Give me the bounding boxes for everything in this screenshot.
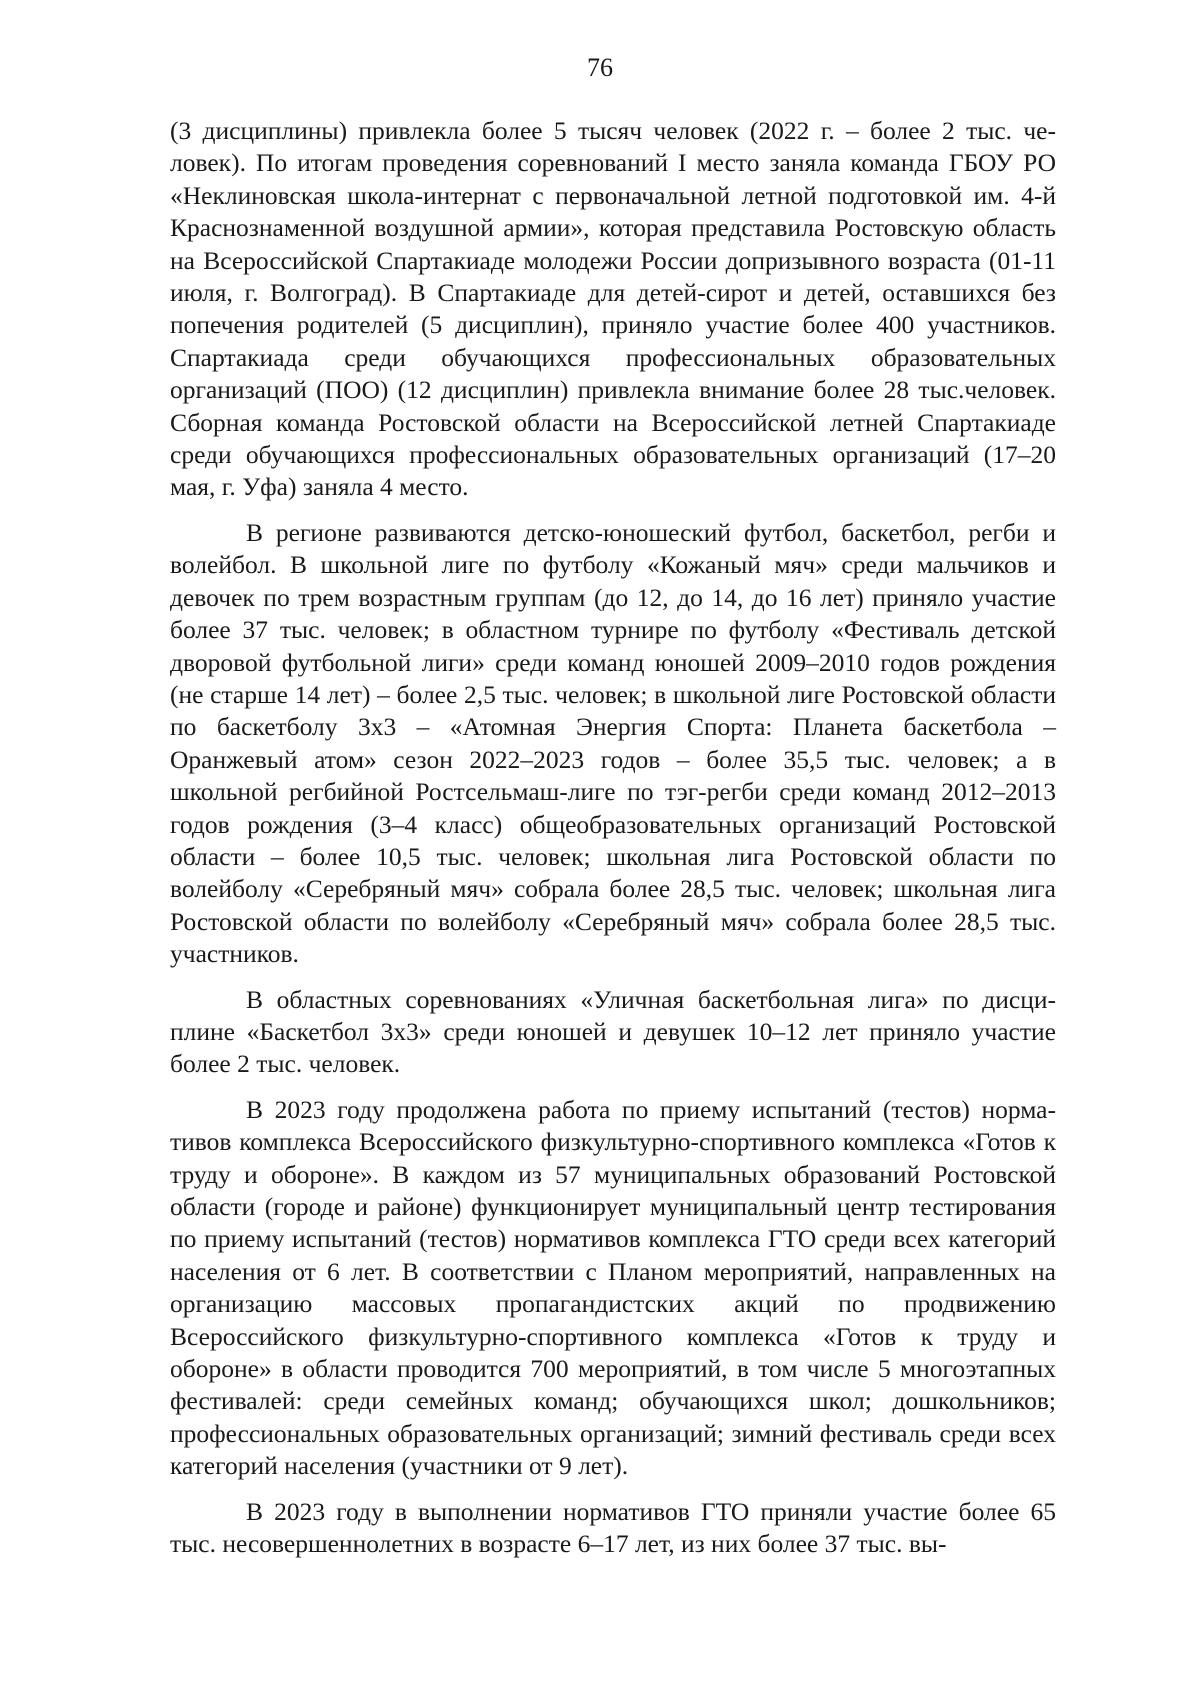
paragraph-2: В регионе развиваются детско-юношеский футбол, баскетбол, регби и волейбол. В школьной лиге по футболу «Кожаный мяч» среди мальчиков и девочек по трем возрастным группам (до 12, до 14, до 16 лет) приняло участие более 37 тыс. человек; в областном турнире по футболу «Фестиваль детской дворовой футбольной лиги» среди команд юношей 2009–2010 годов рождения (не старше 14 лет) – более 2,5 тыс. человек; в школьной лиге Ростовской области по баскетболу 3х3 – «Атомная Энергия Спорта: Планета баскетбола – Оранжевый атом» сезон 2022–2023 годов – более 35,5 тыс. человек; а в школьной регбийной Ростсельмаш-лиге по тэг-регби среди команд 2012–2013 годов рождения (3–4 класс) общеобразовательных организаций Ростовской области – более 10,5 тыс. человек; школьная лига Ростовской области по волейболу «Серебряный мяч» собрала более 28,5 тыс. человек; школьная лига Ростовской области по волейболу «Серебряный мяч» собрала более 28,5 тыс. участников. bbox=[170, 517, 1056, 969]
paragraph-1: (3 дисциплины) привлекла более 5 тысяч человек (2022 г. – более 2 тыс. человек). По итогам проведения соревнований I место заняла команда ГБОУ РО «Неклиновская школа-интернат с первоначальной летной подготовкой им. 4-й Краснознаменной воздушной армии», которая представила Ростовскую область на Всероссийской Спартакиаде молодежи России допризывного возраста (01-11 июля, г. Волгоград). В Спартакиаде для детей-сирот и детей, оставшихся без попечения родителей (5 дисциплин), приняло участие более 400 участников. Спартакиада среди обучающихся профессиональных образовательных организаций (ПОО) (12 дисциплин) привлекла внимание более 28 тыс.человек. Сборная команда Ростовской области на Всероссийской летней Спартакиаде среди обучающихся профессиональных образовательных организаций (17–20 мая, г. Уфа) заняла 4 место. bbox=[170, 116, 1056, 502]
document-body bbox=[170, 115, 1056, 1573]
paragraph-4: В 2023 году продолжена работа по приему испытаний (тестов) нормативов комплекса Всероссийского физкультурно-спортивного комплекса «Готов к труду и обороне». В каждом из 57 муниципальных образований Ростовской области (городе и районе) функционирует муниципальный центр тестирования по приему испытаний (тестов) нормативов комплекса ГТО среди всех категорий населения от 6 лет. В соответствии с Планом мероприятий, направленных на организацию массовых пропагандистских акций по продвижению Всероссийского физкультурно-спортивного комплекса «Готов к труду и обороне» в области проводится 700 мероприятий, в том числе 5 многоэтапных фестивалей: среди семейных команд; обучающихся школ; дошкольников; профессиональных образовательных организаций; зимний фестиваль среди всех категорий населения (участники от 9 лет). bbox=[170, 1094, 1056, 1481]
paragraph-5: В 2023 году в выполнении нормативов ГТО приняли участие более 65 тыс. несовершеннолетних в возрасте 6–17 лет, из них более 37 тыс. вы- bbox=[170, 1496, 1056, 1559]
page-number: 76 bbox=[587, 53, 613, 82]
paragraph-3: В областных соревнованиях «Уличная баскетбольная лига» по дисциплине «Баскетбол 3х3» среди юношей и девушек 10–12 лет приняло участие более 2 тыс. человек. bbox=[170, 984, 1056, 1079]
